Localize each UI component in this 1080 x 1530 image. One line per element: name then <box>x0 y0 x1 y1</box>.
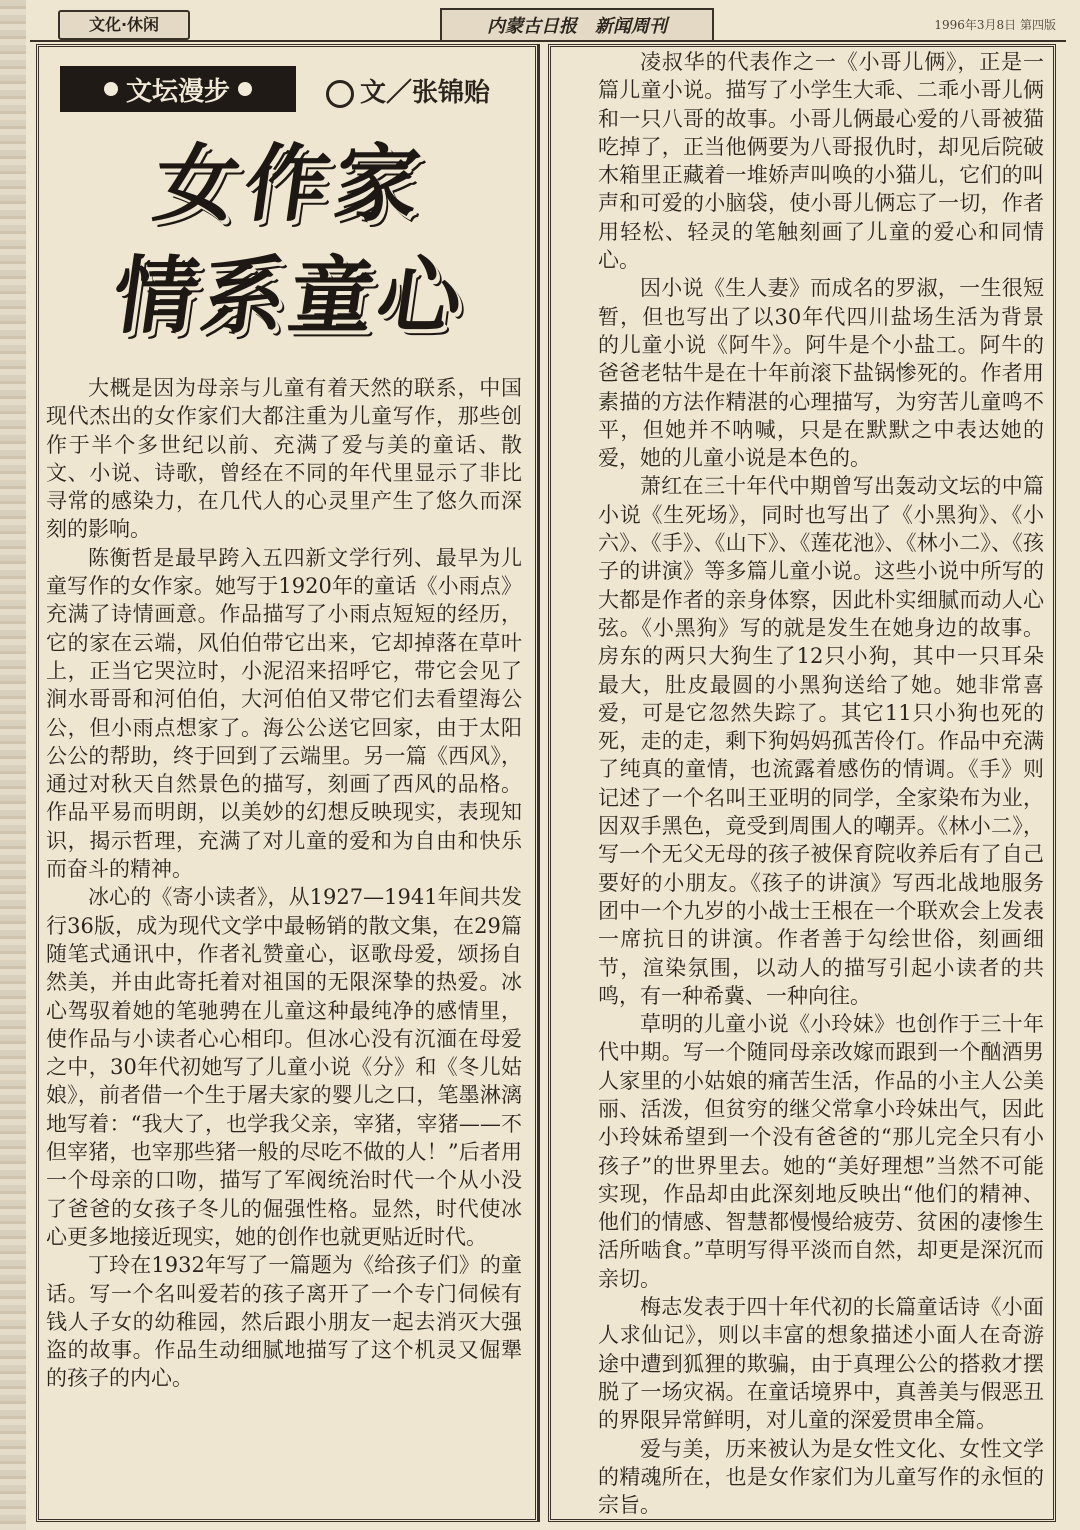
paragraph: 萧红在三十年代中期曾写出轰动文坛的中篇小说《生死场》，同时也写出了《小黑狗》、《小六》、《手》、《山下》、《莲花池》、《林小二》、《孩子的讲演》等多篇儿童小说。这些小说中所写的大都是作者的亲身体察，因此朴实细腻而动人心弦。《小黑狗》写的就是发生在她身边的故事。房东的两只大狗生了12只小狗，其中一只耳朵最大，肚皮最圆的小黑狗送给了她。她非常喜爱，可是它忽然失踪了。其它11只小狗也死的死，走的走，剩下狗妈妈孤苦伶仃。作品中充满了纯真的童情，也流露着感伤的情调。《手》则记述了一个名叫王亚明的同学，全家染布为业，因双手黑色，竟受到周围人的嘲弄。《林小二》，写一个无父无母的孩子被保育院收养后有了自己要好的小朋友。《孩子的讲演》写西北战地服务团中一个九岁的小战士王根在一个联欢会上发表一席抗日的讲演。作者善于勾绘世俗，刻画细节，渲染氛围，以动人的描写引起小读者的共鸣，有一种希冀、一种向往。 <box>598 474 1044 1008</box>
paragraph: 冰心的《寄小读者》，从1927—1941年间共发行36版，成为现代文学中最畅销的散文集，在29篇随笔式通讯中，作者礼赞童心，讴歌母爱，颂扬自然美，并由此寄托着对祖国的无限深挚的热爱。冰心驾驭着她的笔驰骋在儿童这种最纯净的感情里，使作品与小读者心心相印。但冰心没有沉湎在母爱之中，30年代初她写了儿童小说《分》和《冬儿姑娘》，前者借一个生于屠夫家的婴儿之口，笔墨淋漓地写着：“我大了，也学我父亲，宰猪，宰猪——不但宰猪，也宰那些猪一般的尽吃不做的人！”后者用一个母亲的口吻，描写了军阀统治时代一个从小没了爸爸的女孩子冬儿的倔强性格。显然，时代使冰心更多地接近现实，她的创作也就更贴近时代。 <box>46 885 522 1249</box>
page-edge <box>0 0 26 1530</box>
headline-line-2: 情系童心 <box>107 247 473 345</box>
byline <box>326 72 490 109</box>
paragraph: 凌叔华的代表作之一《小哥儿俩》，正是一篇儿童小说。描写了小学生大乖、二乖小哥儿俩和一只八哥的故事。小哥儿俩最心爱的八哥被猫吃掉了，正当他俩要为八哥报仇时，却见后院破木箱里正藏着一堆娇声叫唤的小猫儿，它们的叫声和可爱的小脑袋，使小哥儿俩忘了一切，作者用轻松、轻灵的笔触刻画了儿童的爱心和同情心。 <box>598 50 1044 273</box>
paragraph: 草明的儿童小说《小玲妹》也创作于三十年代中期。写一个随同母亲改嫁而跟到一个酗酒男人家里的小姑娘的痛苦生活，作品的小主人公美丽、活泼，但贫穷的继父常拿小玲妹出气，因此小玲妹希望到一个没有爸爸的“那儿完全只有小孩子”的世界里去。她的“美好理想”当然不可能实现，作品却由此深刻地反映出“他们的精神、他们的情感、智慧都慢慢给疲劳、贫困的凄惨生活所啮食。”草明写得平淡而自然，却更是深沉而亲切。 <box>598 1012 1044 1291</box>
masthead <box>30 6 1066 42</box>
paragraph: 陈衡哲是最早跨入五四新文学行列、最早为儿童写作的女作家。她写于1920年的童话《小雨点》充满了诗情画意。作品描写了小雨点短短的经历，它的家在云端，风伯伯带它出来，它却掉落在草叶上，正当它哭泣时，小泥沼来招呼它，带它会见了涧水哥哥和河伯伯，大河伯伯又带它们去看望海公公，但小雨点想家了。海公公送它回家，由于太阳公公的帮助，终于回到了云端里。另一篇《西风》，通过对秋天自然景色的描写，刻画了西风的品格。作品平易而明朗，以美妙的幻想反映现实，表现知识，揭示哲理，充满了对儿童的爱和为自由和快乐而奋斗的精神。 <box>46 545 522 882</box>
paragraph: 因小说《生人妻》而成名的罗淑，一生很短暂，但也写出了以30年代四川盐场生活为背景的儿童小说《阿牛》。阿牛是个小盐工。阿牛的爸爸老牯牛是在十年前滚下盐锅惨死的。作者用素描的方法作精湛的心理描写，为穷苦儿童鸣不平，但她并不呐喊，只是在默默之中表达她的爱，她的儿童小说是本色的。 <box>598 276 1044 471</box>
byline-text: 文／张锦贻 <box>360 78 491 108</box>
paragraph: 大概是因为母亲与儿童有着天然的联系，中国现代杰出的女作家们大都注重为儿童写作，那些创作于半个多世纪以前、充满了爱与美的童话、散文、小说、诗歌，曾经在不同的年代里显示了非比寻常的感染力，在几代人的心灵里产生了悠久而深刻的影响。 <box>46 376 522 542</box>
column-label <box>60 66 296 112</box>
article-right-column <box>598 48 1044 1526</box>
bullet-icon <box>104 82 118 96</box>
section-tab: 文化·休闲 <box>58 10 190 40</box>
paragraph: 爱与美，历来被认为是女性文化、女性文学的精魂所在，也是女作家们为儿童写作的永恒的宗旨。 <box>598 1436 1044 1518</box>
date-edition: 1996年3月8日 第四版 <box>934 18 1056 32</box>
paper-name: 内蒙古日报 <box>487 16 577 37</box>
column-divider <box>538 44 540 1522</box>
paragraph: 梅志发表于四十年代初的长篇童话诗《小面人求仙记》，则以丰富的想象描述小面人在奇游途中遭到狐狸的欺骗，由于真理公公的搭救才摆脱了一场灾祸。在童话境界中，真善美与假恶丑的界限异常鲜明，对儿童的深爱贯串全篇。 <box>598 1295 1044 1433</box>
bullet-icon <box>238 82 252 96</box>
article-left-column <box>46 374 522 1522</box>
supplement-name: 新闻周刊 <box>595 16 667 37</box>
circle-icon <box>326 80 354 108</box>
paper-title <box>440 8 714 42</box>
column-label-text: 文坛漫步 <box>125 76 230 107</box>
paragraph: 丁玲在1932年写了一篇题为《给孩子们》的童话。写一个名叫爱若的孩子离开了一个专门伺候有钱人子女的幼稚园，然后跟小朋友一起去消灭大强盗的故事。作品生动细腻地描写了这个机灵又倔犟的孩子的内心。 <box>46 1253 522 1391</box>
headline-line-1: 女作家 <box>148 135 432 233</box>
